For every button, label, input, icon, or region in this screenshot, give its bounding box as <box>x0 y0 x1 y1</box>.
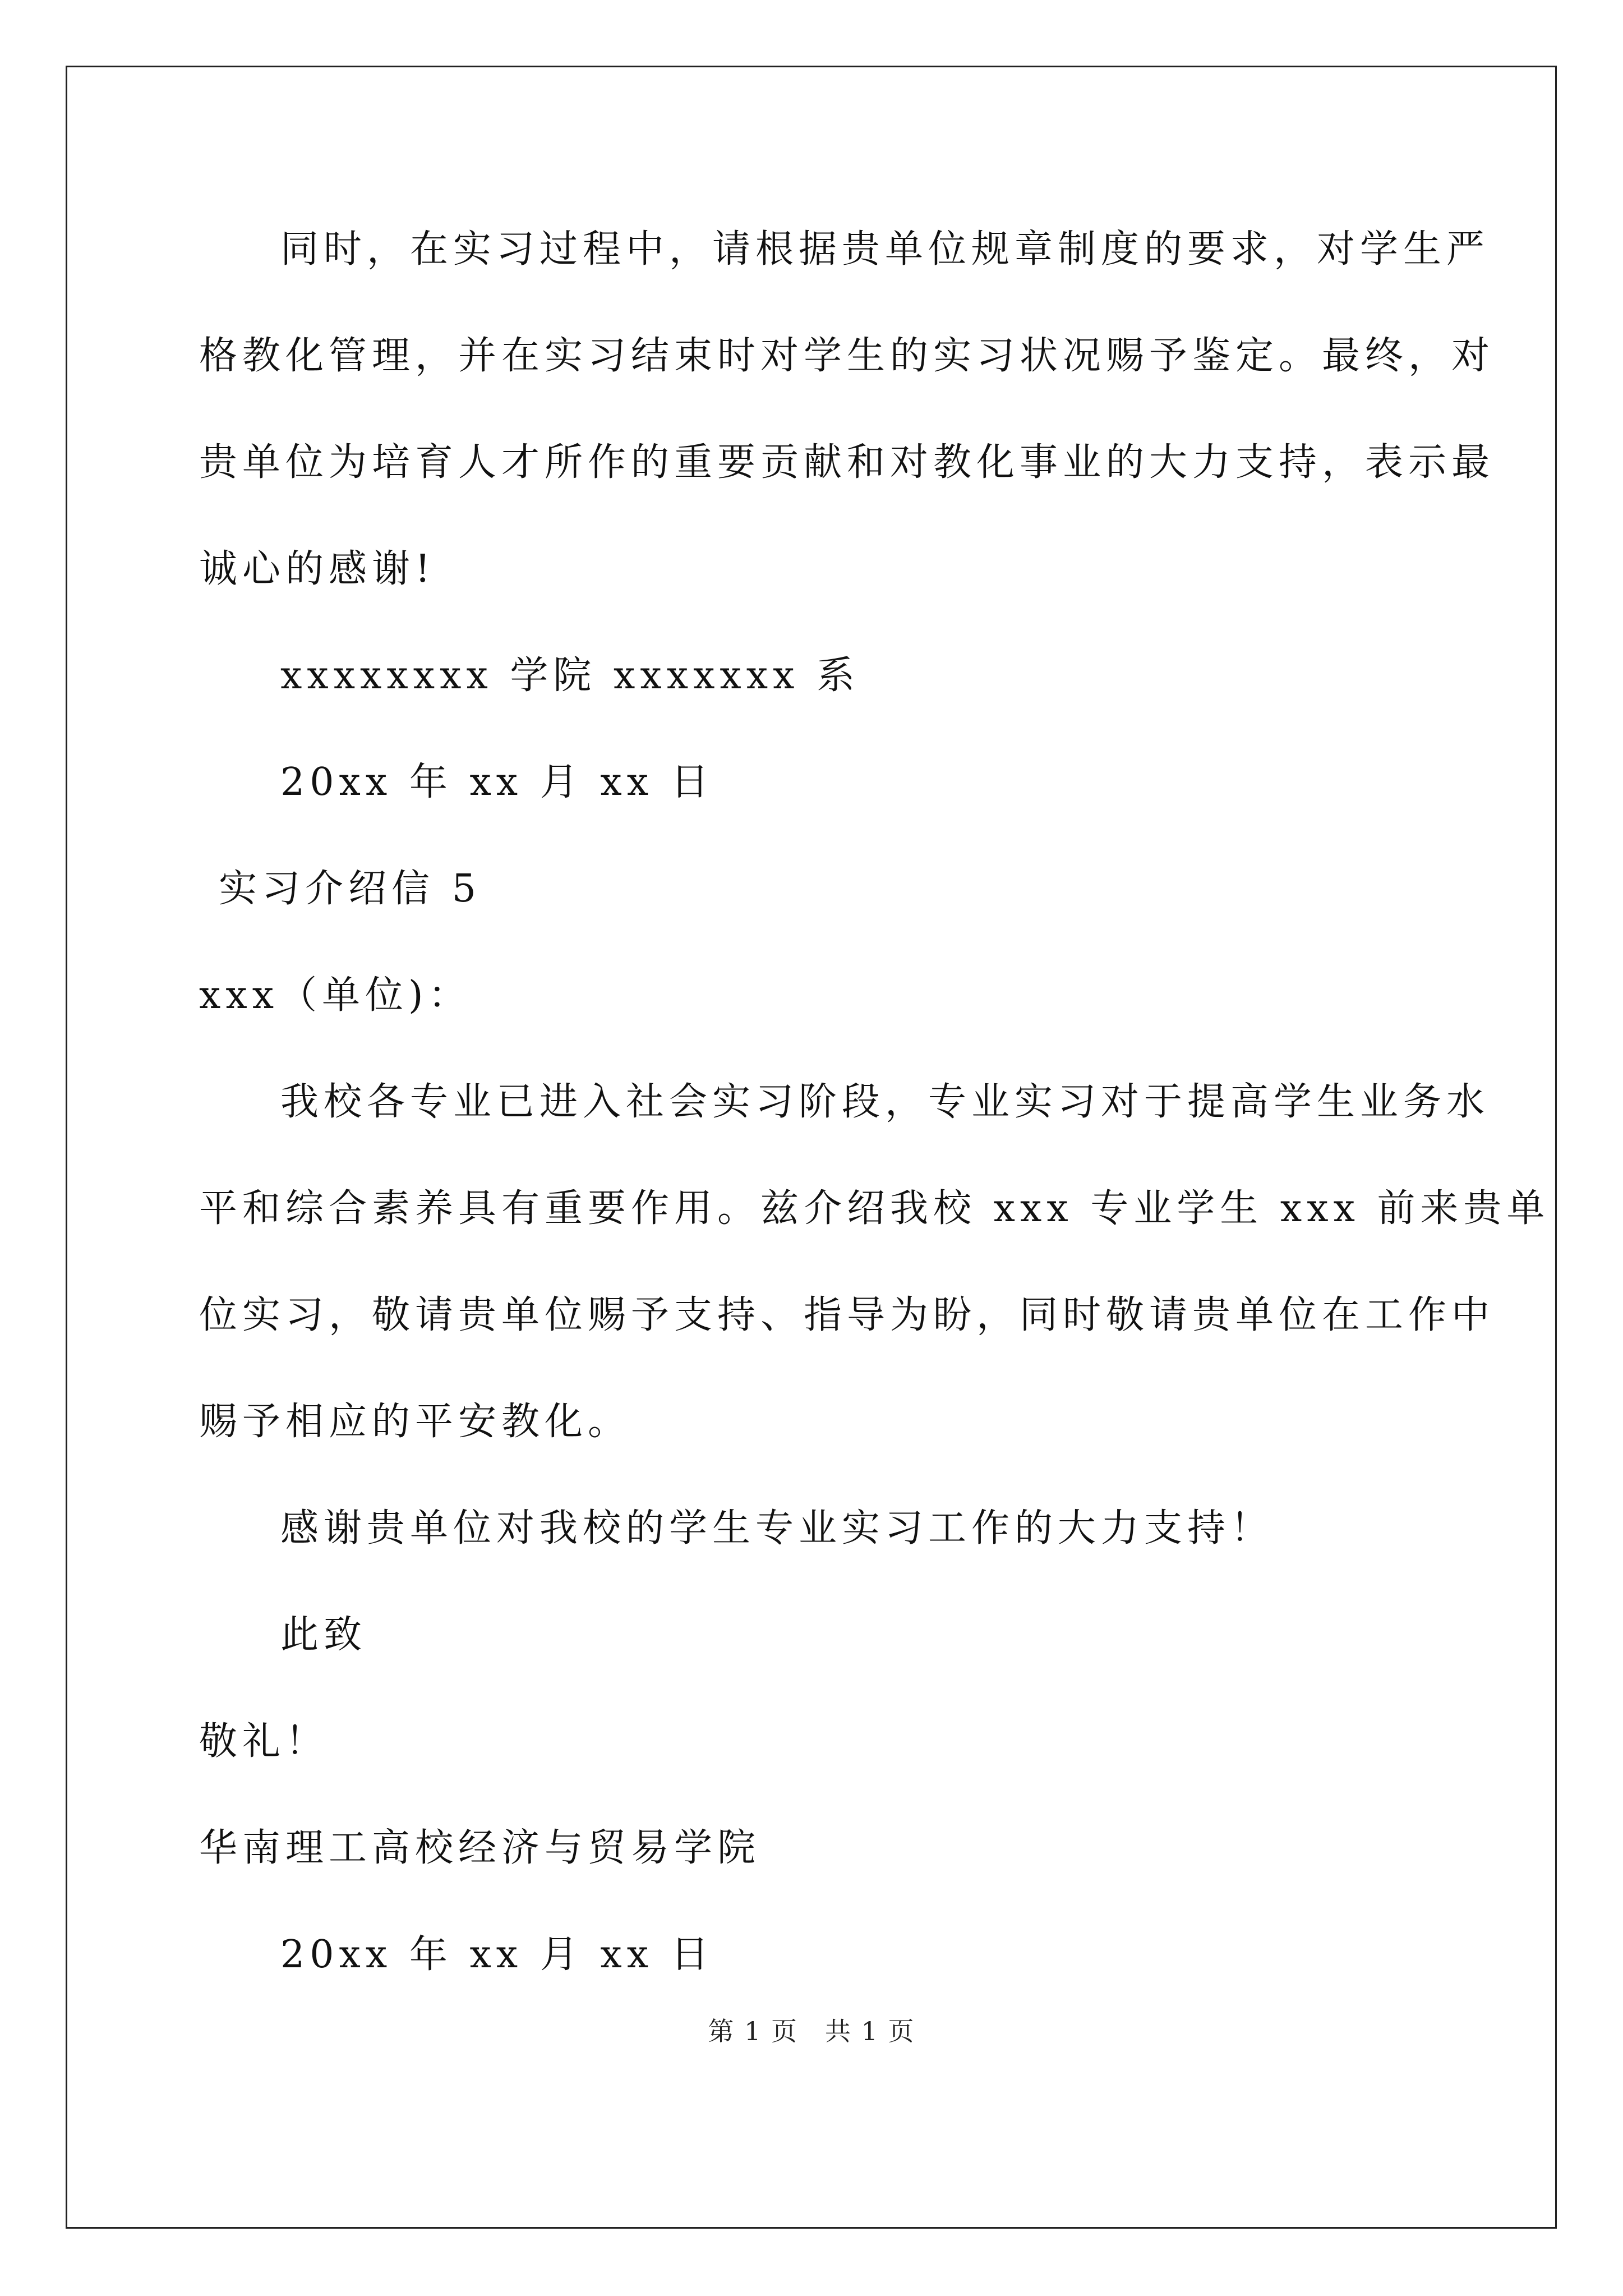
paragraph-line: 贵单位为培育人才所作的重要贡献和对教化事业的大力支持，表示最 <box>199 440 1495 485</box>
paragraph-line: 同时，在实习过程中，请根据贵单位规章制度的要求，对学生严 <box>280 227 1490 272</box>
paragraph-line: 诚心的感谢! <box>199 547 436 591</box>
page-number-footer: 第 1 页 共 1 页 <box>708 2016 915 2046</box>
sender-department: xxxxxxxx 学院 xxxxxxx 系 <box>280 654 860 698</box>
salutation: xxx（单位)： <box>199 973 472 1018</box>
section-title: 实习介绍信 5 <box>219 867 481 911</box>
closing-regards: 敬礼！ <box>199 1719 329 1764</box>
paragraph-line: 位实习，敬请贵单位赐予支持、指导为盼，同时敬请贵单位在工作中 <box>199 1293 1495 1337</box>
paragraph-line: 感谢贵单位对我校的学生专业实习工作的大力支持！ <box>280 1506 1274 1550</box>
paragraph-line: 赐予相应的平安教化。 <box>199 1400 631 1444</box>
paragraph-line: 我校各专业已进入社会实习阶段，专业实习对于提高学生业务水 <box>280 1080 1490 1124</box>
letter-date: 20xx 年 xx 月 xx 日 <box>280 1932 714 1977</box>
document-body <box>199 196 1550 2008</box>
paragraph-line: 格教化管理，并在实习结束时对学生的实习状况赐予鉴定。最终，对 <box>199 334 1495 378</box>
letter-date: 20xx 年 xx 月 xx 日 <box>280 760 714 804</box>
paragraph-line: 平和综合素养具有重要作用。兹介绍我校 xxx 专业学生 xxx 前来贵单 <box>199 1186 1550 1231</box>
sender-institution: 华南理工高校经济与贸易学院 <box>199 1826 761 1870</box>
closing-phrase: 此致 <box>280 1613 367 1657</box>
